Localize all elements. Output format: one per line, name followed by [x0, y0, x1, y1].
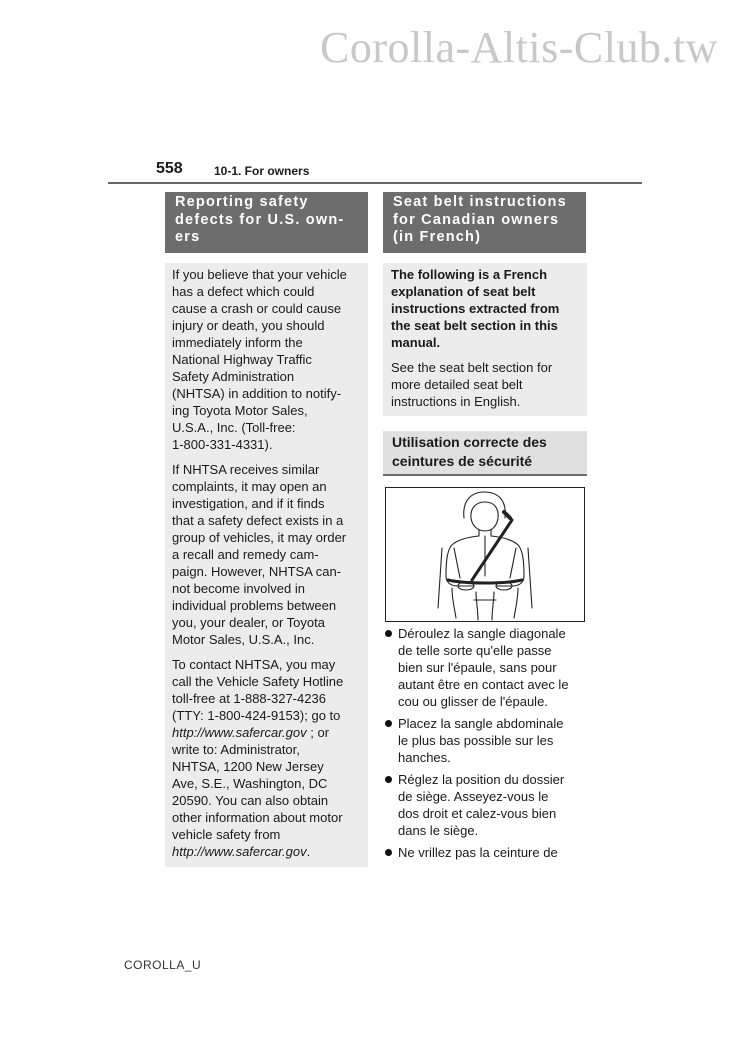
text-line: Ave, S.E., Washington, DC: [172, 776, 328, 791]
text-line: 20590. You can also obtain: [172, 793, 329, 808]
text-line: that a safety defect exists in a: [172, 513, 344, 528]
text-line: dans le siège.: [398, 823, 479, 838]
instruction-list: [383, 625, 593, 866]
text-line: write to: Administrator,: [172, 742, 300, 757]
text-line: U.S.A., Inc. (Toll-free:: [172, 420, 296, 435]
list-item: [383, 625, 593, 710]
text-line: has a defect which could: [172, 284, 315, 299]
text-line: Placez la sangle abdominale: [398, 716, 564, 731]
text-line: more detailed seat belt: [391, 377, 523, 392]
text-line: Réglez la position du dossier: [398, 772, 565, 787]
text-line: ing Toyota Motor Sales,: [172, 403, 308, 418]
heading-line: for Canadian owners: [393, 211, 560, 228]
contact-paragraph: [172, 656, 361, 860]
heading-line: ers: [175, 229, 201, 245]
text-line: manual.: [391, 335, 441, 350]
text-line: Ne vrillez pas la ceinture de: [398, 845, 558, 860]
canadian-instructions-heading: [383, 192, 586, 253]
text-line: Motor Sales, U.S.A., Inc.: [172, 632, 315, 647]
heading-line: (in French): [393, 229, 482, 245]
text-line: If you believe that your vehicle: [172, 267, 347, 282]
subheading-line: Utilisation correcte des: [392, 434, 547, 450]
watermark: Corolla-Altis-Club.tw: [320, 23, 718, 72]
text-line: toll-free at 1-888-327-4236: [172, 691, 326, 706]
text-line: 1-800-331-4331).: [172, 437, 273, 452]
text-fragment: ; or: [306, 725, 330, 740]
seated-person-illustration: [386, 488, 584, 621]
footer-code: COROLLA_U: [124, 958, 202, 972]
text-line: complaints, it may open an: [172, 479, 327, 494]
text-line: the seat belt section in this: [391, 318, 558, 333]
text-line: immediately inform the: [172, 335, 303, 350]
text-line: (NHTSA) in addition to notify-: [172, 386, 342, 401]
bullet-icon: [385, 776, 392, 783]
reporting-defects-heading: [165, 192, 368, 253]
canadian-intro-box: [383, 263, 587, 416]
subheading-line: ceintures de sécurité: [392, 453, 533, 469]
text-line: autant être en contact avec le: [398, 677, 569, 692]
page-number: 558: [156, 160, 183, 177]
text-line: To contact NHTSA, you may: [172, 657, 336, 672]
heading-line: Seat belt instructions: [393, 194, 567, 210]
paragraph: [172, 461, 361, 648]
text-line: de siège. Asseyez-vous le: [398, 789, 549, 804]
bullet-icon: [385, 849, 392, 856]
text-line: [172, 843, 361, 860]
header-rule: [108, 182, 642, 184]
text-line: NHTSA, 1200 New Jersey: [172, 759, 324, 774]
reporting-defects-body: [165, 263, 368, 867]
heading-line: Reporting safety: [175, 194, 309, 210]
heading-line: defects for U.S. own-: [175, 211, 345, 228]
text-line: investigation, and if it finds: [172, 496, 325, 511]
text-line: you, your dealer, or Toyota: [172, 615, 325, 630]
text-line: group of vehicles, it may order: [172, 530, 347, 545]
text-line: See the seat belt section for: [391, 360, 553, 375]
text-line: vehicle safety from: [172, 827, 281, 842]
text-line: explanation of seat belt: [391, 284, 536, 299]
text-line: cause a crash or could cause: [172, 301, 342, 316]
list-item: [383, 715, 593, 766]
bullet-icon: [385, 630, 392, 637]
text-line: instructions extracted from: [391, 301, 560, 316]
text-line: hanches.: [398, 750, 451, 765]
text-line: dos droit et calez-vous bien: [398, 806, 557, 821]
seatbelt-illustration: [385, 487, 585, 622]
text-line: other information about motor: [172, 810, 343, 825]
text-line: le plus bas possible sur les: [398, 733, 554, 748]
text-line: not become involved in: [172, 581, 305, 596]
text-line: paign. However, NHTSA can-: [172, 564, 342, 579]
text-line: [172, 724, 361, 741]
text-line: Déroulez la sangle diagonale: [398, 626, 566, 641]
text-line: The following is a French: [391, 267, 548, 282]
list-item: [383, 844, 593, 861]
list-item: [383, 771, 593, 839]
text-line: de telle sorte qu'elle passe: [398, 643, 552, 658]
intro-normal: [391, 359, 579, 410]
text-fragment: .: [306, 844, 311, 859]
text-line: call the Vehicle Safety Hotline: [172, 674, 344, 689]
text-line: individual problems between: [172, 598, 337, 613]
paragraph: [172, 266, 361, 453]
safercar-link[interactable]: http://www.safercar.gov: [172, 725, 307, 740]
bullet-icon: [385, 720, 392, 727]
text-line: (TTY: 1-800-424-9153); go to: [172, 708, 341, 723]
text-line: instructions in English.: [391, 394, 521, 409]
text-line: a recall and remedy cam-: [172, 547, 319, 562]
text-line: bien sur l'épaule, sans pour: [398, 660, 557, 675]
intro-bold: [391, 266, 579, 351]
text-line: National Highway Traffic: [172, 352, 312, 367]
correct-use-subheading: [383, 431, 587, 476]
safercar-link[interactable]: http://www.safercar.gov: [172, 844, 307, 859]
section-title: 10-1. For owners: [214, 164, 310, 178]
text-line: Safety Administration: [172, 369, 295, 384]
text-line: cou ou glisser de l'épaule.: [398, 694, 548, 709]
text-line: injury or death, you should: [172, 318, 325, 333]
text-line: If NHTSA receives similar: [172, 462, 320, 477]
